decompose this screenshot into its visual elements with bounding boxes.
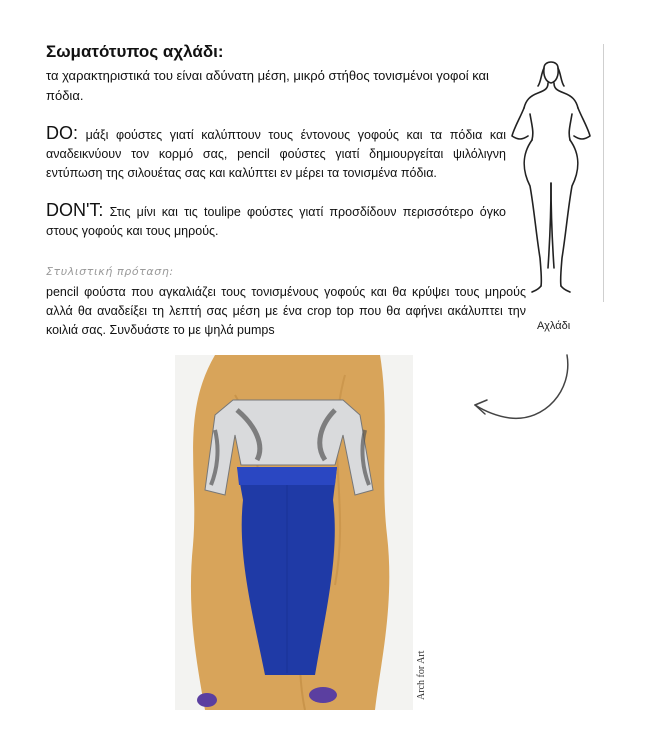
outfit-photo <box>175 355 413 710</box>
proposal-label: Στυλιστική πρόταση: <box>46 265 174 278</box>
pear-body-figure-icon <box>508 58 598 298</box>
intro-text: τα χαρακτηριστικά του είναι αδύνατη μέση, μικρό στήθος τονισμένοι γοφοί και πόδια. <box>46 68 489 103</box>
page-title: Σωματότυπος αχλάδι: <box>46 42 224 61</box>
dont-text: Στις μίνι και τις toulipe φούστες γιατί προσδίδουν περισσότερο όγκο στους γοφούς και τους μηρούς. <box>46 205 506 238</box>
dont-paragraph <box>46 201 506 241</box>
dont-label: DON'T: <box>46 200 104 220</box>
figure-caption: Αχλάδι <box>537 320 571 332</box>
divider-line <box>603 44 604 302</box>
do-paragraph <box>46 124 506 183</box>
do-label: DO: <box>46 123 79 143</box>
photo-credit: Arch for Art <box>416 650 427 700</box>
curved-arrow-icon <box>465 350 575 430</box>
proposal-text: pencil φούστα που αγκαλιάζει τους τονισμένους γοφούς και θα κρύψει τους μηρούς αλλά θα αναδείξει τη λεπτή σας μέση με ένα crop top που θα αφήνει ακάλυπτει την κοιλιά σας. Συνδυάστε το με ψηλά pumps <box>46 285 526 337</box>
outfit-illustration <box>175 355 413 710</box>
do-text: μάξι φούστες γιατί καλύπτουν τους έντονους γοφούς και τα πόδια και αναδεικνύουν τον κορμό σας, pencil φούστες γιατί δημιουργείται ψιλόλιγνη εντύπωση της σιλουέτας σας και καλύπτει εν μέρει τα τονισμένα πόδια. <box>46 128 506 180</box>
